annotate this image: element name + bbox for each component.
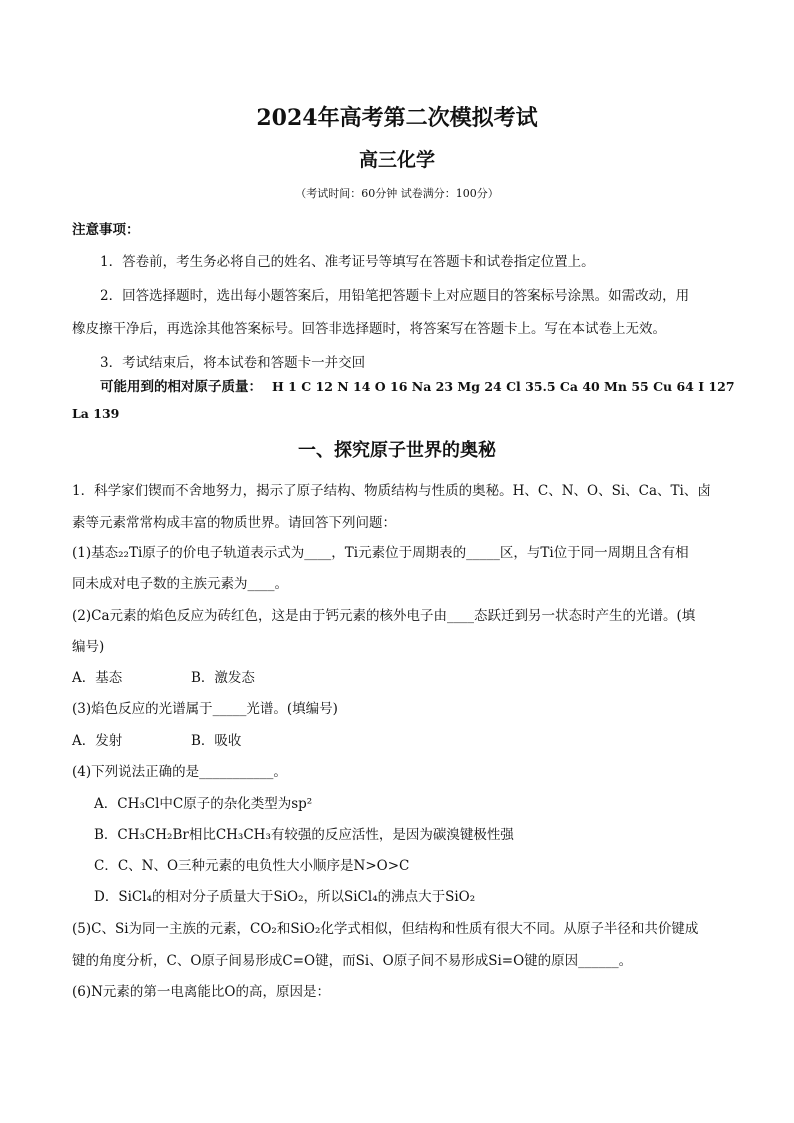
note-item: 1．答卷前，考生务必将自己的姓名、准考证号等填写在答题卡和试卷指定位置上。 bbox=[100, 254, 595, 270]
q1-sub4-option: B．CH₃CH₂Br相比CH₃CH₃有较强的反应活性，是因为碳溴键极性强 bbox=[94, 827, 514, 843]
q1-sub2-option-a: A．基态 bbox=[72, 670, 123, 686]
q1-sub1: (1)基态₂₂Ti原子的价电子轨道表示式为____，Ti元素位于周期表的_____区，与Ti位于同一周期且含有相 bbox=[72, 545, 689, 561]
q1-sub4-option: A．CH₃Cl中C原子的杂化类型为sp² bbox=[94, 796, 313, 812]
atomic-mass-values-cont: La 139 bbox=[72, 406, 120, 421]
q1-intro: 1．科学家们锲而不舍地努力，揭示了原子结构、物质结构与性质的奥秘。H、C、N、O、Si、Ca、Ti、卤 bbox=[72, 483, 711, 499]
q1-sub5: (5)C、Si为同一主族的元素，CO₂和SiO₂化学式相似，但结构和性质有很大不同。从原子半径和共价键成 bbox=[72, 921, 699, 937]
q1-sub5-cont: 键的角度分析，C、O原子间易形成C=O键，而Si、O原子间不易形成Si=O键的原因______。 bbox=[72, 953, 633, 969]
q1-sub2: (2)Ca元素的焰色反应为砖红色，这是由于钙元素的核外电子由____态跃迁到另一状态时产生的光谱。(填 bbox=[72, 608, 696, 624]
exam-title: 2024年高考第二次模拟考试 bbox=[256, 105, 538, 131]
note-item: 2．回答选择题时，选出每小题答案后，用铅笔把答题卡上对应题目的答案标号涂黑。如需改动，用 bbox=[100, 288, 690, 304]
q1-sub4: (4)下列说法正确的是___________。 bbox=[72, 764, 287, 780]
q1-sub4-option: D．SiCl₄的相对分子质量大于SiO₂，所以SiCl₄的沸点大于SiO₂ bbox=[94, 889, 476, 905]
note-item: 橡皮擦干净后，再选涂其他答案标号。回答非选择题时，将答案写在答题卡上。写在本试卷上无效。 bbox=[72, 321, 666, 337]
exam-info: （考试时间：60分钟 试卷满分：100分） bbox=[295, 187, 499, 200]
q1-intro-cont: 素等元素常常构成丰富的物质世界。请回答下列问题： bbox=[72, 515, 396, 531]
q1-sub3: (3)焰色反应的光谱属于_____光谱。(填编号) bbox=[72, 701, 338, 717]
q1-sub6: (6)N元素的第一电离能比O的高，原因是： bbox=[72, 984, 331, 1000]
q1-sub2-option-b: B．激发态 bbox=[191, 670, 255, 686]
atomic-mass-values: H 1 C 12 N 14 O 16 Na 23 Mg 24 Cl 35.5 Ca 40 Mn 55 Cu 64 I 127 bbox=[272, 379, 735, 394]
section-title: 一、探究原子世界的奥秘 bbox=[298, 440, 496, 461]
atomic-mass-label: 可能用到的相对原子质量： bbox=[100, 379, 262, 395]
notes-heading: 注意事项： bbox=[72, 222, 140, 238]
note-item: 3．考试结束后，将本试卷和答题卡一并交回 bbox=[100, 355, 366, 371]
q1-sub4-option: C．C、N、O三种元素的电负性大小顺序是N>O>C bbox=[94, 858, 410, 874]
q1-sub3-option-b: B．吸收 bbox=[191, 733, 242, 749]
q1-sub1-cont: 同未成对电子数的主族元素为____。 bbox=[72, 576, 288, 592]
q1-sub3-option-a: A．发射 bbox=[72, 733, 123, 749]
q1-sub2-cont: 编号) bbox=[72, 639, 105, 655]
exam-subject: 高三化学 bbox=[358, 149, 435, 171]
